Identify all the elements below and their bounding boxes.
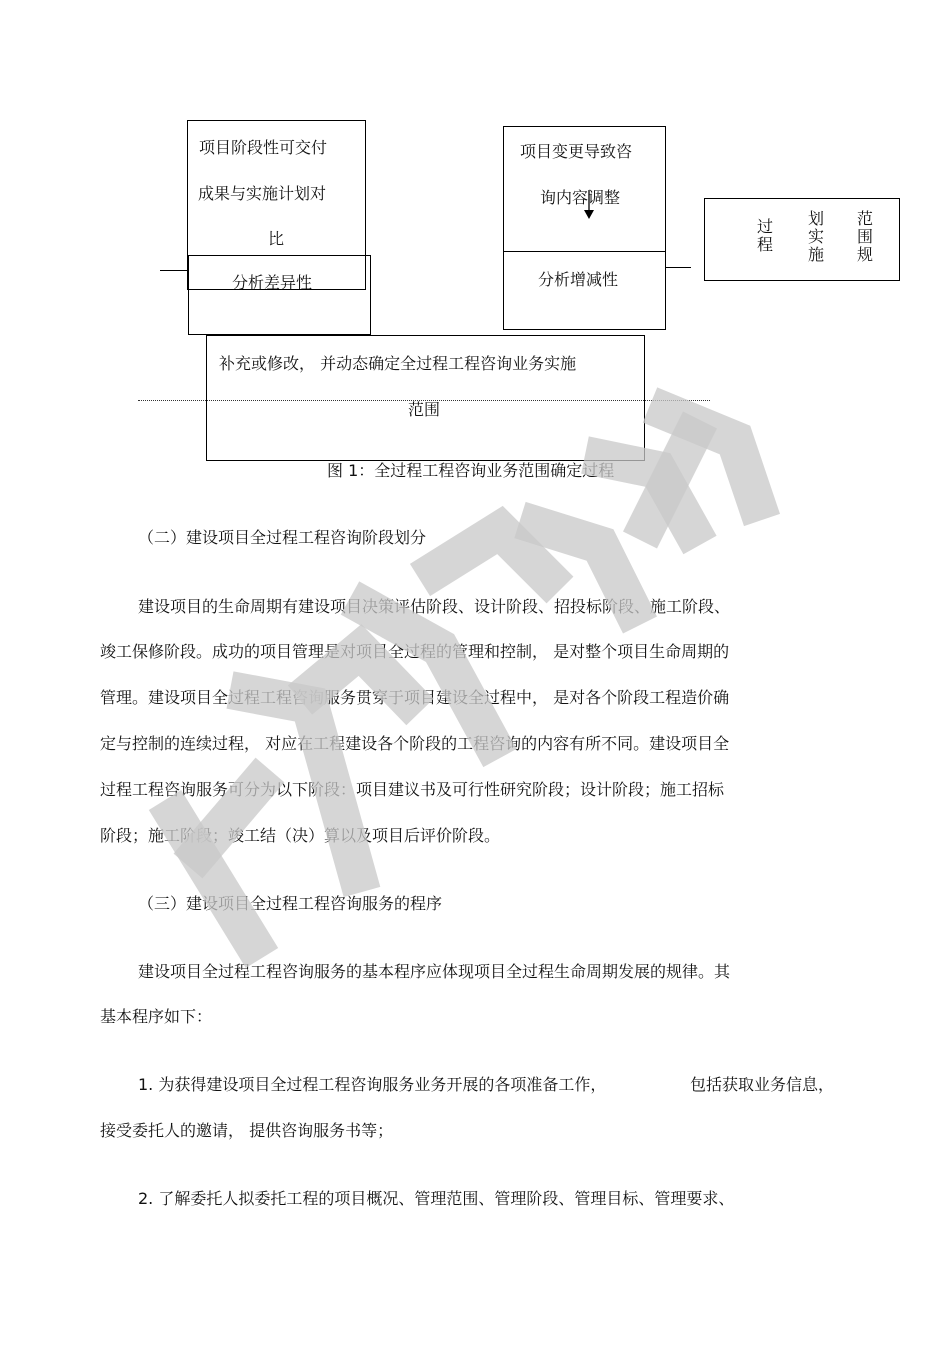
connector-left — [160, 270, 188, 271]
item1-line1a: 1. 为获得建设项目全过程工程咨询服务业务开展的各项准备工作， — [138, 1075, 607, 1094]
box-a-line3: 比 — [268, 229, 285, 248]
box-c-line1: 项目变更导致咨 — [520, 142, 633, 161]
para2-line1: 建设项目全过程工程咨询服务的基本程序应体现项目全过程生命周期发展的规律。其 — [138, 962, 731, 981]
change-box-divider — [503, 251, 666, 252]
box-c-line2: 询内容调整 — [540, 188, 621, 207]
analyze-difference-box — [188, 255, 371, 335]
para1-line6: 阶段；施工阶段；竣工结（决）算以及项目后评价阶段。 — [100, 826, 501, 845]
para1-line3: 管理。建设项目全过程工程咨询服务贯穿于项目建设全过程中， 是对各个阶段工程造价确 — [100, 688, 730, 707]
para1-line2: 竣工保修阶段。成功的项目管理是对项目全过程的管理和控制， 是对整个项目生命周期的 — [100, 642, 730, 661]
para1-line1: 建设项目的生命周期有建设项目决策评估阶段、设计阶段、招投标阶段、施工阶段、 — [138, 597, 731, 616]
section-heading-3: （三）建设项目全过程工程咨询服务的程序 — [138, 894, 443, 913]
item2-line1: 2. 了解委托人拟委托工程的项目概况、管理范围、管理阶段、管理目标、管理要求、 — [138, 1189, 735, 1208]
box-b-label: 分析差异性 — [232, 273, 313, 292]
box-f-line2: 范围 — [408, 400, 441, 419]
figure-caption: 图 1：全过程工程咨询业务范围确定过程 — [327, 461, 615, 480]
connector-right — [666, 267, 691, 268]
box-e-col3: 范围规 — [857, 209, 874, 264]
para1-line4: 定与控制的连续过程， 对应在工程建设各个阶段的工程咨询的内容有所不同。建设项目全 — [100, 734, 730, 753]
item1-line1b: 包括获取业务信息， — [690, 1075, 835, 1094]
box-e-col1: 过程 — [757, 217, 774, 254]
box-a-line1: 项目阶段性可交付 — [199, 138, 328, 157]
para1-line5: 过程工程咨询服务可分为以下阶段：项目建议书及可行性研究阶段；设计阶段；施工招标 — [100, 780, 725, 799]
box-d-label: 分析增减性 — [538, 270, 619, 289]
box-e-col2: 划实施 — [808, 209, 825, 264]
box-a-line2: 成果与实施计划对 — [198, 184, 327, 203]
down-arrow-icon — [583, 190, 595, 220]
box-f-line1: 补充或修改， 并动态确定全过程工程咨询业务实施 — [219, 354, 577, 373]
para2-line2: 基本程序如下： — [100, 1007, 213, 1026]
section-heading-2: （二）建设项目全过程工程咨询阶段划分 — [138, 528, 427, 547]
item1-line2: 接受委托人的邀请， 提供咨询服务书等； — [100, 1121, 394, 1140]
